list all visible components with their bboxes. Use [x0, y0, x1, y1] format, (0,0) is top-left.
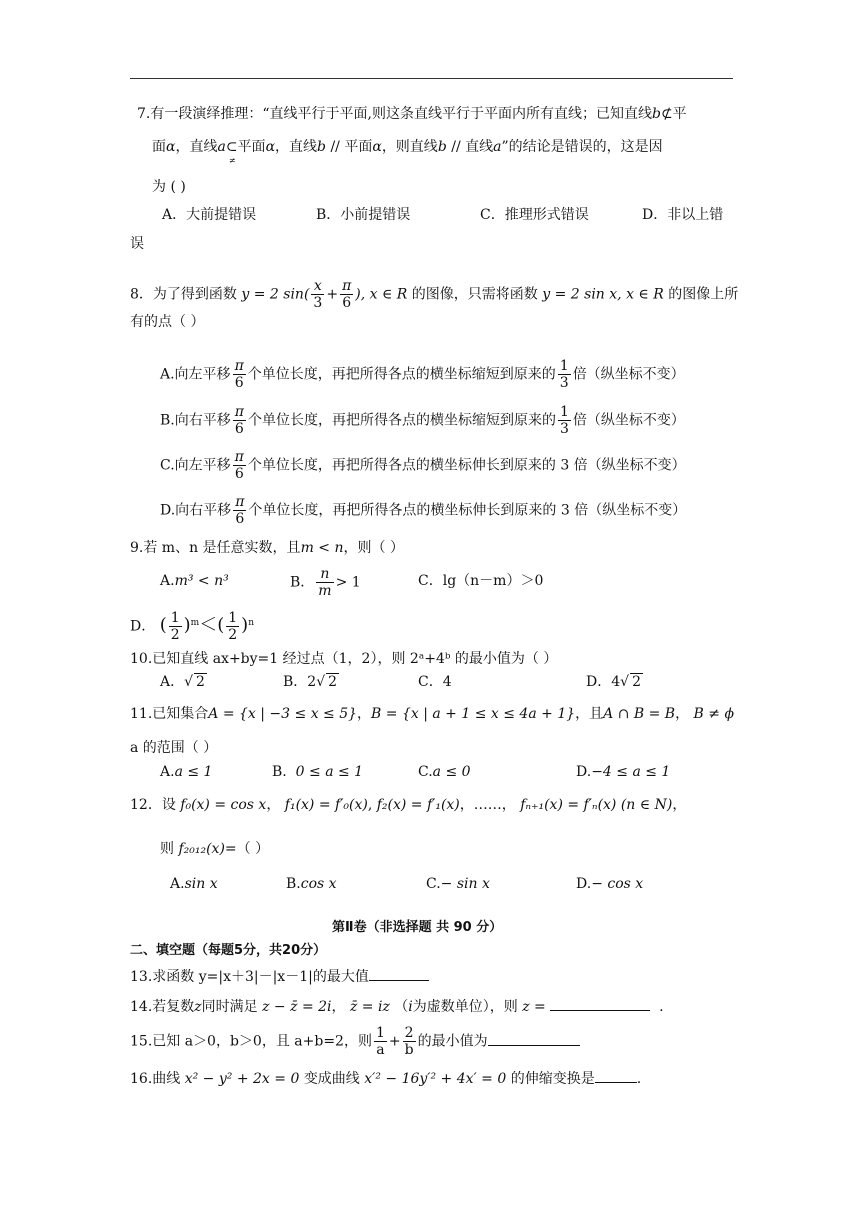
- fraction: [233, 494, 246, 527]
- numerator: 1: [375, 1025, 385, 1041]
- q12-option-b: [286, 875, 337, 893]
- option-text: 个单位长度，再把所得各点的横坐标伸长到原来的 3 倍（纵坐标不变）: [248, 502, 687, 519]
- q14-expr: z − z̄ = 2i: [262, 999, 332, 1015]
- fraction: [233, 404, 246, 437]
- option-label: B．: [290, 574, 315, 591]
- q10-line1: 10.已知直线 ax+by=1 经过点（1，2），则 2ᵃ+4ᵇ 的最小值为（ ）: [130, 651, 558, 667]
- numerator: 1: [559, 358, 569, 374]
- paren: (: [159, 614, 167, 636]
- q13-text: 13.求函数 y=|x＋3|－|x－1|的最大值: [130, 969, 369, 985]
- option-expr: cos x: [300, 876, 337, 892]
- denominator: 6: [234, 466, 244, 482]
- q8-option-d: [160, 494, 686, 527]
- denominator: 2: [228, 627, 238, 643]
- fraction: [340, 278, 353, 311]
- exponent: n: [248, 617, 254, 628]
- fraction: [374, 1025, 387, 1058]
- alpha-symbol: α: [265, 139, 276, 155]
- q16-text: 变成曲线: [303, 1071, 360, 1087]
- q10-option-b: B．2√ 2: [283, 674, 338, 690]
- numerator: n: [316, 566, 333, 583]
- radicand: 2: [196, 674, 205, 690]
- fraction: [233, 358, 246, 391]
- q7-line1: [137, 105, 687, 123]
- q11-line1: [130, 705, 734, 723]
- var-b: b: [437, 139, 447, 155]
- q8-line1: [130, 278, 738, 311]
- q15-text: 15.已知 a＞0，b＞0，且 a+b=2，则: [130, 1033, 372, 1050]
- q9-text: 9.若 m、n 是任意实数，且: [130, 540, 301, 556]
- q14-text: .: [659, 999, 664, 1015]
- var-a: a: [493, 139, 502, 155]
- q9-option-d: [130, 610, 254, 643]
- header-rule: [130, 78, 733, 79]
- option-text: 倍（纵坐标不变）: [572, 366, 685, 383]
- q12-text: ，……，: [459, 797, 516, 813]
- option-text: 倍（纵坐标不变）: [572, 412, 685, 429]
- q11-text: ，且: [575, 706, 604, 722]
- q14-text: 同时满足: [201, 999, 258, 1015]
- q7-text: 7.有一段演绎推理：“直线平行于平面,则这条直线平行于平面内所有直线；已知直线: [137, 106, 652, 122]
- numerator: π: [235, 494, 245, 510]
- proper-subset: [225, 138, 238, 165]
- q8-text: 的图像上所: [668, 286, 739, 303]
- fraction: [403, 1025, 416, 1058]
- q7-text: // 直线: [446, 139, 494, 155]
- option-label: A.: [160, 573, 175, 589]
- q14-line: [130, 996, 664, 1016]
- q8-formula: ), x ∈ R: [355, 286, 408, 303]
- answer-blank[interactable]: [595, 1068, 637, 1083]
- q8-line2: 有的点（ ）: [130, 314, 205, 330]
- denominator: 3: [559, 375, 569, 391]
- q12-text: =（ ）: [224, 841, 270, 857]
- q7-text: ，则直线: [381, 139, 438, 155]
- option-label: B.向右平移: [160, 412, 231, 429]
- q9-text: ，则（ ）: [343, 540, 404, 556]
- q12-expr: f₀(x) = cos x: [180, 797, 267, 813]
- fraction: [558, 358, 571, 391]
- q8-option-a: [160, 358, 685, 391]
- set-a: A = {x | −3 ≤ x ≤ 5}: [208, 706, 358, 722]
- fraction: [233, 449, 246, 482]
- denominator: 6: [235, 511, 245, 527]
- exponent: m: [190, 617, 200, 628]
- q12-line1: 12．设 f₀(x) = cos x， f₁(x) = f′₀(x), f₂(x) = f′₁(x)，……， fₙ₊₁(x) = f′ₙ(x) (n ∈ N)，: [130, 797, 687, 813]
- option-expr: > 1: [335, 574, 361, 591]
- fraction: [316, 566, 333, 599]
- q12-expr: fₙ₊₁(x) = f′ₙ(x) (n ∈ N): [520, 797, 673, 813]
- paren: ): [183, 614, 191, 636]
- q8-text: 的图像，只需将函数: [411, 286, 538, 303]
- option-label: D.: [576, 764, 592, 780]
- q7-text: ，直线: [275, 139, 318, 155]
- plus-sign: +: [388, 1033, 401, 1050]
- answer-blank[interactable]: [488, 1031, 580, 1046]
- option-label: C.向左平移: [160, 457, 231, 474]
- q7-line3: 为 ( ): [152, 179, 186, 195]
- fraction: [169, 610, 182, 643]
- q12-expr: f₂₀₁₂(x): [178, 841, 225, 857]
- numerator: 2: [403, 1025, 416, 1042]
- denominator: b: [404, 1042, 414, 1058]
- q14-expr: z =: [522, 999, 546, 1015]
- option-expr: − sin x: [440, 876, 490, 892]
- q8-text: 8．为了得到函数: [130, 286, 237, 303]
- option-label: C.: [426, 876, 441, 892]
- option-label: D．: [130, 618, 156, 635]
- q7-wrap: 误: [130, 236, 144, 252]
- option-label: B.: [286, 876, 301, 892]
- less-than: ＜: [199, 614, 218, 636]
- q7-text-end: 平: [672, 106, 687, 122]
- q16-expr: x² − y² + 2x = 0: [184, 1071, 300, 1087]
- q11-text: 11.已知集合: [130, 706, 209, 722]
- set-b: B = {x | a + 1 ≤ x ≤ 4a + 1}: [371, 706, 576, 722]
- option-label: D.向右平移: [160, 502, 232, 519]
- numerator: x: [311, 278, 324, 295]
- fill-in-heading: 二、填空题（每题5分，共20分）: [130, 943, 327, 958]
- q14-expr: z̄ = iz: [349, 999, 390, 1015]
- radicand: 2: [632, 674, 641, 690]
- q9-line1: [130, 539, 404, 557]
- q10-option-a: A．√ 2: [160, 674, 205, 690]
- q16-text: .: [636, 1071, 642, 1087]
- var-a: a: [217, 139, 226, 155]
- not-equal-symbol: ≠: [228, 156, 236, 165]
- q7-text: ，直线: [175, 139, 218, 155]
- q14-text: ，: [331, 999, 346, 1015]
- option-label: B.: [272, 764, 287, 780]
- q15-line: [130, 1025, 580, 1058]
- var-b: b: [317, 139, 326, 155]
- paren: (: [217, 614, 225, 636]
- denominator: 6: [342, 295, 352, 311]
- numerator: π: [342, 278, 352, 294]
- option-label: A.: [160, 764, 175, 780]
- var-i: i: [408, 999, 413, 1015]
- q7-line2: [152, 138, 663, 165]
- option-text: 个单位长度，再把所得各点的横坐标缩短到原来的: [247, 366, 556, 383]
- denominator: 3: [313, 295, 323, 311]
- numerator: 1: [228, 610, 238, 626]
- option-label: D.: [576, 876, 592, 892]
- option-text: 个单位长度，再把所得各点的横坐标缩短到原来的: [247, 412, 556, 429]
- q14-text: 14.若复数: [130, 999, 195, 1015]
- numerator: π: [234, 449, 244, 465]
- alpha-symbol: α: [372, 139, 382, 155]
- denominator: 3: [559, 421, 569, 437]
- paren: ): [241, 614, 249, 636]
- q12-text: 则: [160, 841, 174, 857]
- plus-sign: +: [326, 286, 339, 303]
- q7-option-c: C．推理形式错误: [480, 207, 589, 223]
- denominator: 2: [170, 627, 180, 643]
- option-text: 个单位长度，再把所得各点的横坐标伸长到原来的 3 倍（纵坐标不变）: [247, 457, 686, 474]
- q8-option-c: [160, 449, 686, 482]
- q15-text: 的最小值为: [417, 1033, 488, 1050]
- q7-text: // 平面: [326, 139, 373, 155]
- q12-expr: f₂(x) = f′₁(x): [376, 797, 460, 813]
- q9-option-c: C．lg（n－m）＞0: [418, 573, 544, 589]
- q14-text: （: [394, 999, 409, 1015]
- not-subset-symbol: ⊄: [660, 106, 673, 122]
- option-label: A.: [170, 876, 185, 892]
- q12-line2: [160, 840, 269, 858]
- q13-line: [130, 966, 429, 986]
- q9-option-a: [160, 572, 229, 590]
- option-label: D．4: [586, 674, 621, 690]
- q7-option-b: B．小前提错误: [316, 207, 411, 223]
- q12-expr: f₁(x) = f′₀(x): [284, 797, 368, 813]
- q16-text: 的伸缩变换是: [510, 1071, 595, 1087]
- q9-option-b: [290, 566, 361, 599]
- radicand: 2: [328, 674, 338, 690]
- numerator: π: [234, 404, 244, 420]
- option-label: B．2: [283, 674, 317, 690]
- q16-expr: x′² − 16y′² + 4x′ = 0: [364, 1071, 507, 1087]
- q11-option-b: [272, 763, 363, 781]
- q8-option-b: [160, 404, 685, 437]
- option-expr: 0 ≤ a ≤ 1: [295, 764, 364, 780]
- var-b: b: [651, 106, 661, 122]
- option-label: A．: [160, 674, 185, 690]
- q7-text: 平面: [237, 139, 266, 155]
- option-label: A.向左平移: [160, 366, 231, 383]
- q11-text: ，: [675, 706, 690, 722]
- q7-option-d: D．非以上错: [642, 207, 724, 223]
- q12-option-a: [170, 875, 218, 893]
- q12-text: 12．设: [130, 797, 176, 813]
- q12-option-c: [426, 875, 490, 893]
- fraction: [558, 404, 571, 437]
- option-expr: −4 ≤ a ≤ 1: [591, 764, 671, 780]
- numerator: 1: [559, 404, 569, 420]
- q12-option-d: [576, 875, 643, 893]
- q7-option-a: A．大前提错误: [162, 207, 257, 223]
- option-expr: a ≤ 1: [174, 764, 213, 780]
- answer-blank[interactable]: [550, 996, 650, 1011]
- alpha-symbol: α: [166, 139, 176, 155]
- option-expr: m³ < n³: [174, 573, 229, 589]
- q10-option-c: C．4: [418, 674, 452, 690]
- section-title: 第Ⅱ卷（非选择题 共 90 分）: [332, 920, 503, 935]
- q14-text: 为虚数单位），则: [412, 999, 518, 1015]
- answer-blank[interactable]: [369, 966, 429, 981]
- numerator: π: [234, 358, 244, 374]
- q11-option-a: [160, 763, 212, 781]
- q16-text: 16.曲线: [130, 1071, 181, 1087]
- q7-text: 面: [152, 139, 166, 155]
- option-label: C.: [418, 764, 433, 780]
- numerator: 1: [170, 610, 180, 626]
- denominator: 6: [234, 375, 244, 391]
- option-expr: sin x: [184, 876, 218, 892]
- q7-text: ”的结论是错误的，这是因: [501, 139, 663, 155]
- q8-formula: y = 2 sin x, x ∈ R: [542, 286, 664, 303]
- fraction: [226, 610, 239, 643]
- option-expr: − cos x: [591, 876, 644, 892]
- option-expr: a ≤ 0: [432, 764, 471, 780]
- subset-symbol: ⊂: [225, 139, 238, 155]
- q16-line: [130, 1068, 641, 1088]
- q11-option-d: [576, 763, 670, 781]
- denominator: m: [318, 583, 332, 599]
- fraction: [311, 278, 324, 311]
- denominator: a: [376, 1042, 385, 1058]
- denominator: 6: [234, 421, 244, 437]
- q11-line2: a 的范围（ ）: [130, 740, 218, 756]
- q11-text: ，: [357, 706, 372, 722]
- q11-option-c: [418, 763, 471, 781]
- q8-formula: y = 2 sin(: [241, 286, 310, 303]
- var-z: z: [194, 999, 202, 1015]
- q11-condition: A ∩ B = B: [603, 706, 676, 722]
- q11-condition: B ≠ ϕ: [693, 706, 735, 722]
- q9-condition: m < n: [300, 540, 344, 556]
- q10-option-d: D．4√ 2: [586, 674, 641, 690]
